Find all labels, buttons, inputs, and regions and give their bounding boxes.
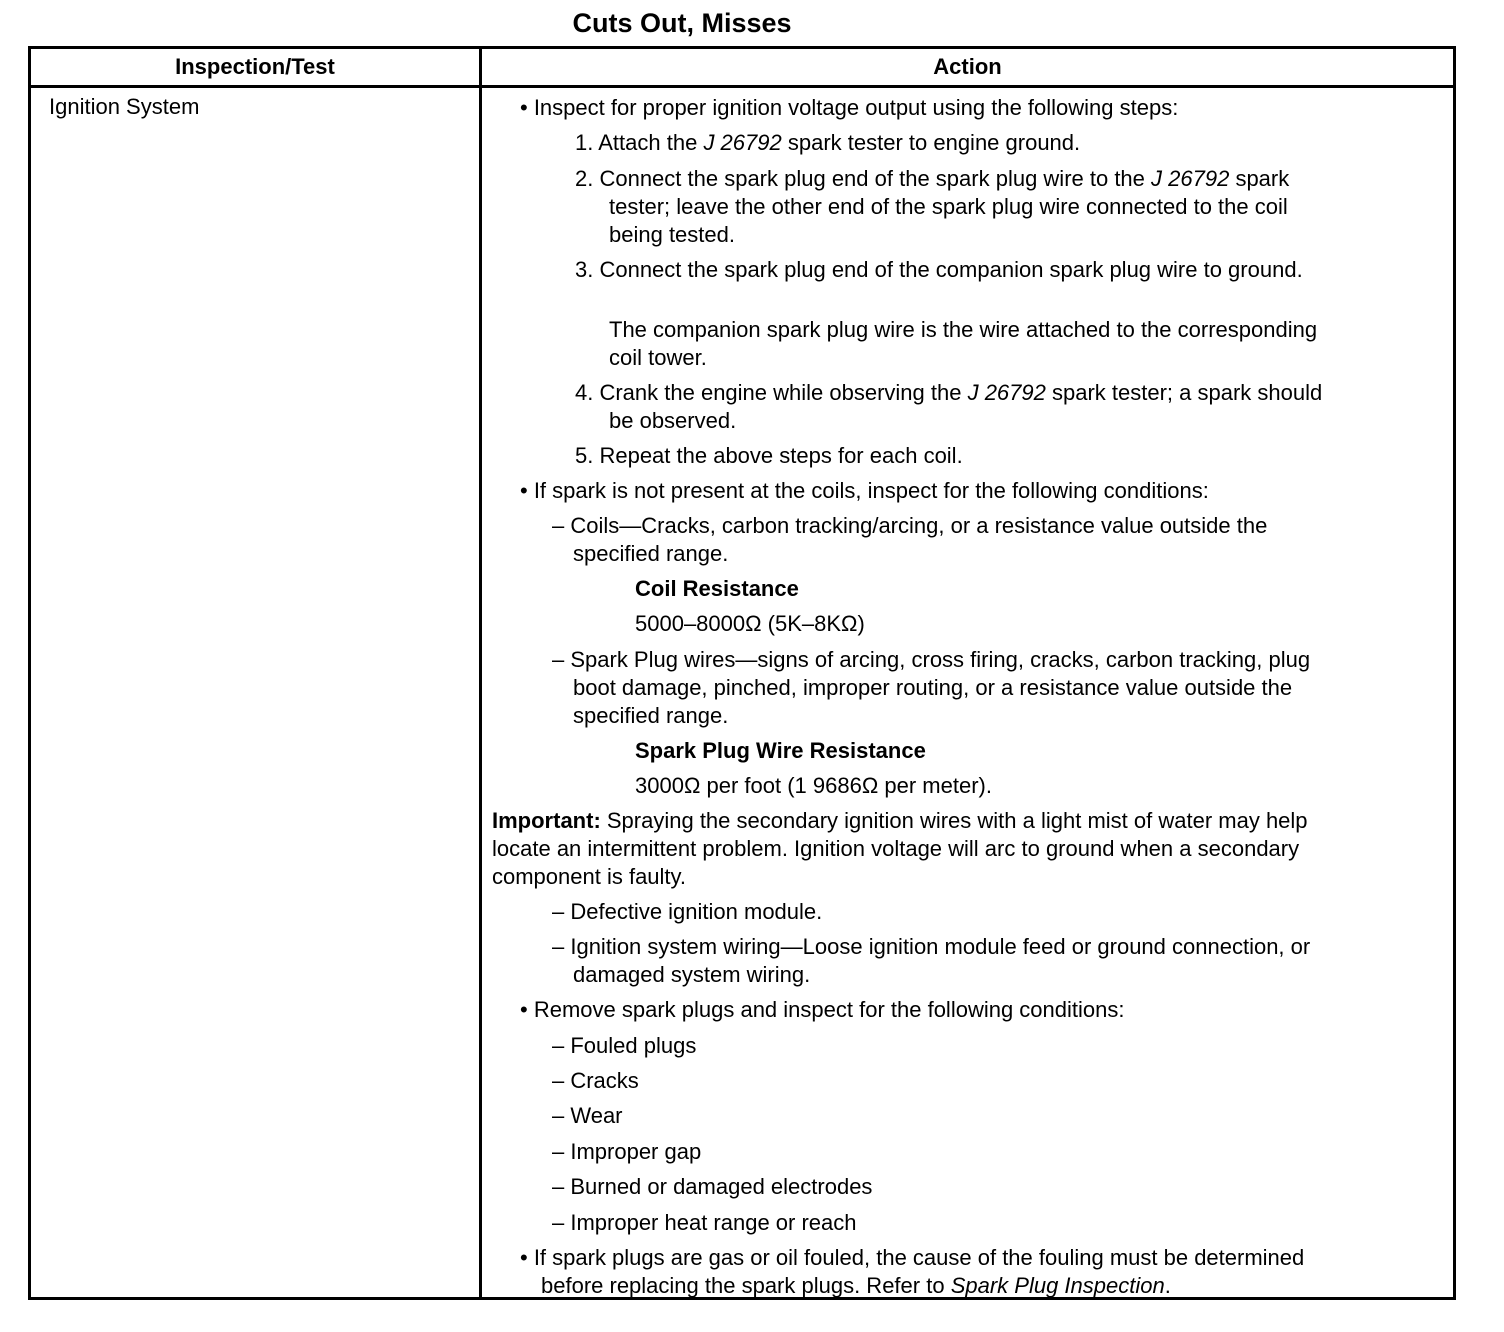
- action-line: component is faulty.: [492, 864, 687, 889]
- action-line: Coil Resistance: [635, 576, 799, 601]
- action-line: locate an intermittent problem. Ignition voltage will arc to ground when a secondary: [492, 836, 1300, 861]
- action-line: • Remove spark plugs and inspect for the following conditions:: [520, 997, 1125, 1022]
- action-line: tester; leave the other end of the spark plug wire connected to the coil: [609, 194, 1288, 219]
- action-line: specified range.: [573, 703, 729, 728]
- action-line: – Improper gap: [552, 1139, 702, 1164]
- action-line: coil tower.: [609, 345, 707, 370]
- column-divider: [479, 49, 482, 1297]
- action-line: before replacing the spark plugs. Refer to Spark Plug Inspection.: [541, 1273, 1171, 1298]
- action-line: 5. Repeat the above steps for each coil.: [575, 443, 963, 468]
- action-line: Spark Plug Wire Resistance: [635, 738, 926, 763]
- action-line: Important: Spraying the secondary ignition wires with a light mist of water may help: [492, 808, 1308, 833]
- action-line: be observed.: [609, 408, 737, 433]
- action-line: 3. Connect the spark plug end of the companion spark plug wire to ground.: [575, 257, 1303, 282]
- action-line: – Coils—Cracks, carbon tracking/arcing, or a resistance value outside the: [552, 513, 1268, 538]
- action-line: 1. Attach the J 26792 spark tester to engine ground.: [575, 130, 1081, 155]
- action-line: • If spark plugs are gas or oil fouled, the cause of the fouling must be determined: [520, 1245, 1305, 1270]
- action-line: The companion spark plug wire is the wire attached to the corresponding: [609, 317, 1318, 342]
- action-line: – Ignition system wiring—Loose ignition module feed or ground connection, or: [552, 934, 1311, 959]
- page-title: Cuts Out, Misses: [572, 8, 792, 38]
- action-line: – Spark Plug wires—signs of arcing, cross firing, cracks, carbon tracking, plug: [552, 647, 1311, 672]
- action-line: 5000–8000Ω (5K–8KΩ): [635, 611, 865, 636]
- action-line: – Cracks: [552, 1068, 639, 1093]
- row-label-ignition-system: Ignition System: [49, 94, 200, 119]
- action-line: – Fouled plugs: [552, 1033, 697, 1058]
- action-line: boot damage, pinched, improper routing, or a resistance value outside the: [573, 675, 1293, 700]
- action-line: 4. Crank the engine while observing the J 26792 spark tester; a spark should: [575, 380, 1323, 405]
- table-header-row: [31, 49, 1453, 88]
- diagnostic-table: [28, 46, 1456, 1300]
- action-line: • If spark is not present at the coils, inspect for the following conditions:: [520, 478, 1209, 503]
- action-line: being tested.: [609, 222, 735, 247]
- action-line: damaged system wiring.: [573, 962, 811, 987]
- action-line: 2. Connect the spark plug end of the spark plug wire to the J 26792 spark: [575, 166, 1290, 191]
- action-line: – Wear: [552, 1103, 623, 1128]
- header-inspection-test: Inspection/Test: [175, 54, 335, 79]
- action-line: – Improper heat range or reach: [552, 1210, 857, 1235]
- action-line: 3000Ω per foot (1 9686Ω per meter).: [635, 773, 992, 798]
- action-line: – Defective ignition module.: [552, 899, 823, 924]
- action-line: – Burned or damaged electrodes: [552, 1174, 873, 1199]
- action-line: • Inspect for proper ignition voltage output using the following steps:: [520, 95, 1179, 120]
- action-line: specified range.: [573, 541, 729, 566]
- header-action: Action: [933, 54, 1002, 79]
